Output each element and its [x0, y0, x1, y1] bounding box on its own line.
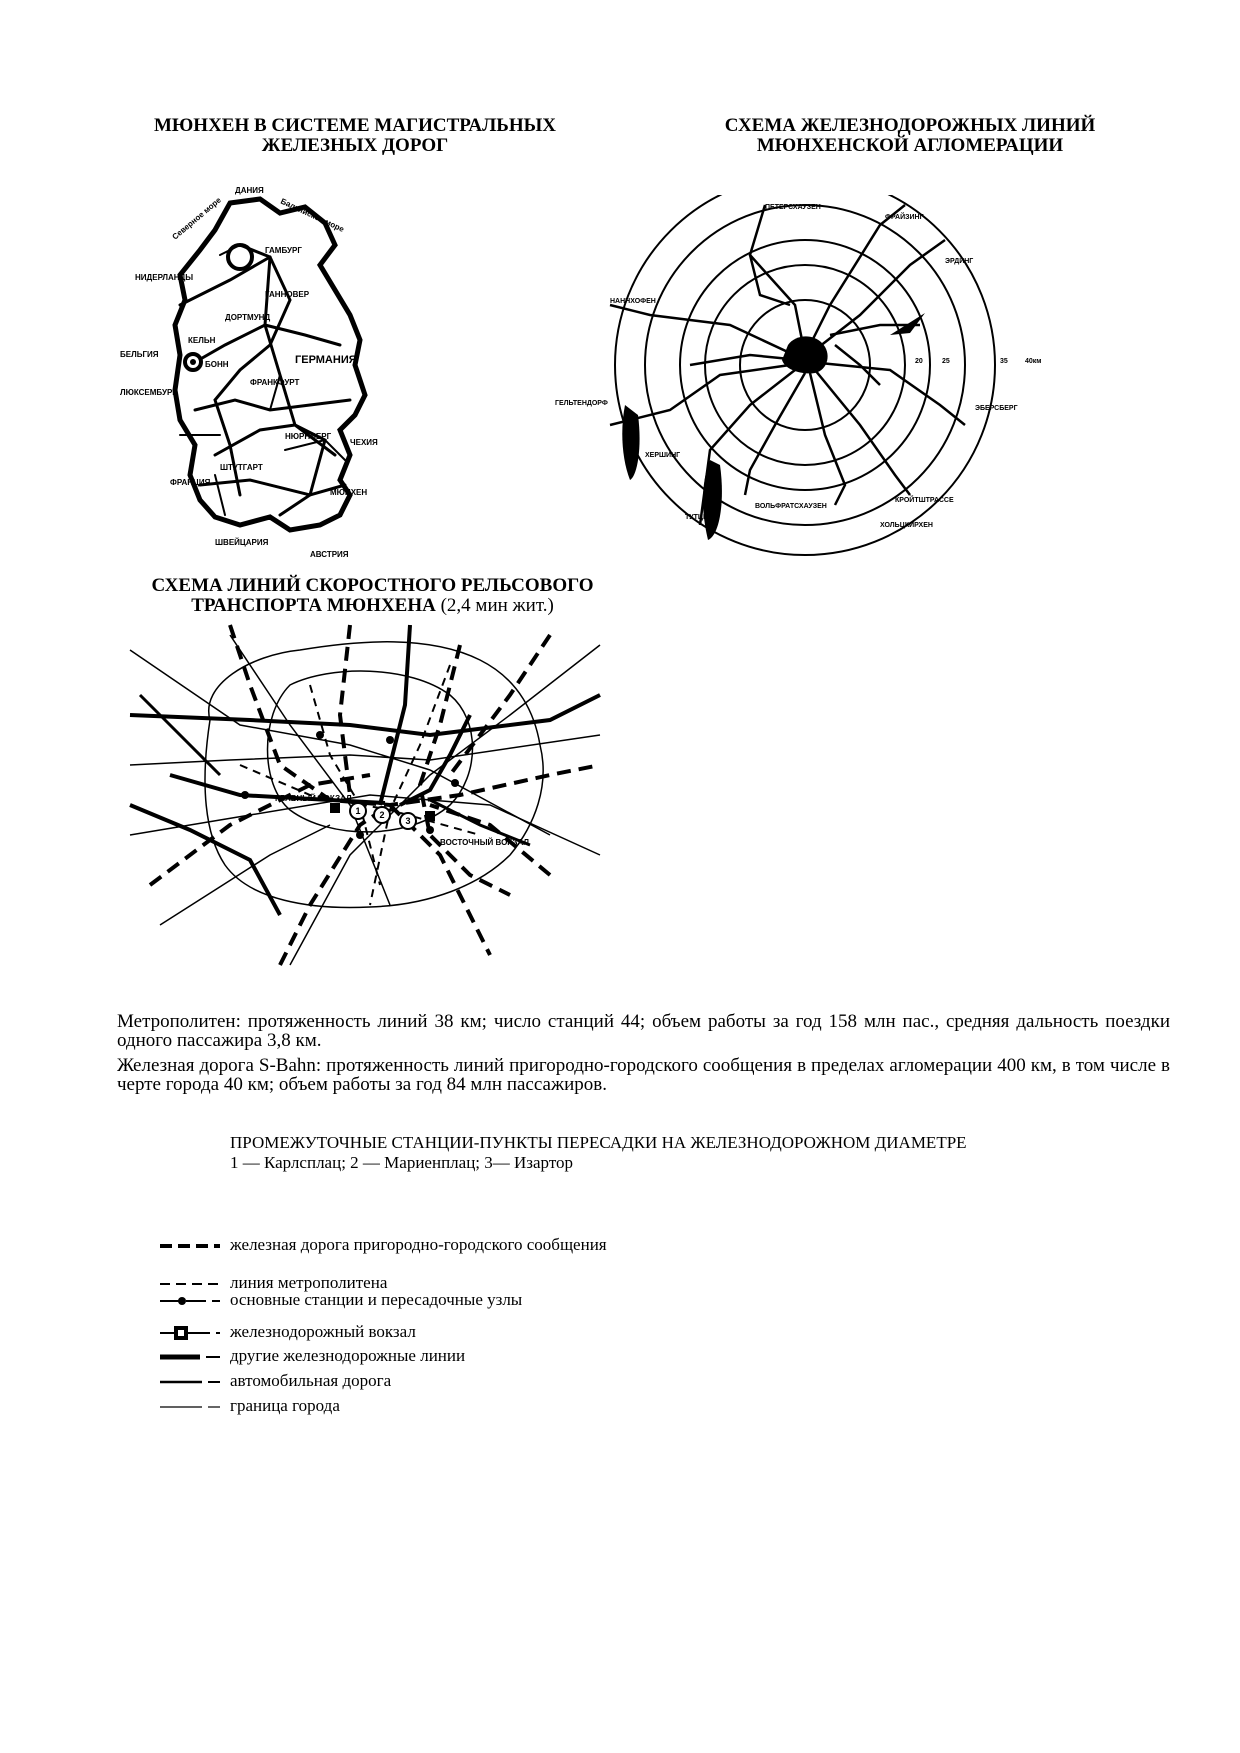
legend-item-sbahn: [160, 1236, 720, 1254]
label-hannover: ГАННОВЕР: [265, 290, 310, 299]
transfer-stations-list: 1 — Карлсплац; 2 — Мариенплац; 3— Изартор: [230, 1153, 574, 1172]
legend-label-railway-station: железнодорожный вокзал: [230, 1322, 416, 1341]
label-bonn: БОНН: [205, 360, 229, 369]
legend-label-stations: основные станции и пересадочные узлы: [230, 1290, 523, 1309]
main-station-marker: [330, 803, 340, 813]
label-stuttgart: ШТУТГАРТ: [220, 463, 263, 472]
label-kreuzstrasse: КРОЙТШТРАССЕ: [895, 497, 954, 504]
label-czechia: ЧЕХИЯ: [350, 438, 378, 447]
label-geltendorf: ГЕЛЬТЕНДОРФ: [555, 400, 608, 407]
title-rapid-line1: СХЕМА ЛИНИЙ СКОРОСТНОГО РЕЛЬСОВОГО: [151, 575, 594, 596]
label-nurnberg: НЮРНБЕРГ: [285, 432, 332, 441]
legend-item-stations: [160, 1291, 720, 1309]
legend-label-city-border: граница города: [230, 1396, 340, 1415]
label-koln: КЕЛЬН: [188, 336, 216, 345]
label-france: ФРАНЦИЯ: [170, 478, 211, 487]
label-munchen: МЮНХЕН: [330, 488, 368, 497]
station-3: 3: [405, 816, 411, 826]
description: [117, 1012, 1170, 1100]
legend-symbol-city-border: [160, 1397, 220, 1415]
legend-item-road: [160, 1372, 720, 1390]
label-austria: АВСТРИЯ: [310, 550, 349, 559]
transfer-stations: [230, 1133, 967, 1173]
title-rapid-line2-bold: ТРАНСПОРТА МЮНХЕНА: [191, 595, 436, 616]
label-wolfratshausen: ВОЛЬФРАТСХАУЗЕН: [755, 503, 827, 510]
paragraph-sbahn: Железная дорога S-Bahn: протяженность линий пригородно-городского сообщения в пределах агломерации 400 км, в том числе в черте города 40 км; объем работы за год 84 млн пассажиров.: [117, 1055, 1170, 1095]
legend-label-road: автомобильная дорога: [230, 1371, 392, 1390]
label-dortmund: ДОРТМУНД: [225, 313, 271, 322]
label-holzkirchen: ХОЛЬЦКИРХЕН: [880, 522, 933, 529]
map-rapid-transit: [130, 625, 610, 970]
label-petershausen: ПЕТЕРСХАУЗЕН: [765, 204, 821, 211]
label-nannhofen: НАННХОФЕН: [610, 298, 656, 305]
title-agglomeration-line2: МЮНХЕНСКОЙ АГЛОМЕРАЦИИ: [756, 135, 1064, 156]
title-rail-system: [110, 116, 600, 156]
label-tutzing: ТУТЦИНГ: [685, 514, 718, 521]
title-agglomeration-line1: СХЕМА ЖЕЛЕЗНОДОРОЖНЫХ ЛИНИЙ: [724, 115, 1096, 136]
legend-symbol-railway-station: [160, 1323, 220, 1341]
label-germany: ГЕРМАНИЯ: [295, 354, 357, 366]
label-hamburg: ГАМБУРГ: [265, 246, 302, 255]
ring-label-35: 35: [1000, 358, 1008, 365]
label-switzerland: ШВЕЙЦАРИЯ: [215, 538, 269, 547]
map-germany-rail: [120, 186, 420, 570]
label-luxembourg: ЛЮКСЕМБУРГ: [120, 388, 177, 397]
legend-item-city-border: [160, 1397, 720, 1415]
legend-symbol-sbahn: [160, 1236, 220, 1254]
label-baltic: Балтийское море: [279, 196, 346, 234]
legend-item-railway-station: [160, 1323, 720, 1341]
ring-label-40: 40км: [1025, 358, 1042, 365]
ring-label-25: 25: [942, 358, 950, 365]
legend-symbol-other-rail: [160, 1347, 220, 1365]
legend-label-sbahn: железная дорога пригородно-городского сообщения: [230, 1235, 607, 1254]
legend-label-other-rail: другие железнодорожные линии: [230, 1346, 466, 1365]
label-frankfurt: ФРАНКФУРТ: [250, 378, 300, 387]
label-main-station: ГЛАВНЫЙ ВОКЗАЛ: [275, 794, 352, 803]
label-east-station: ВОСТОЧНЫЙ ВОКЗАЛ: [440, 838, 529, 847]
station-2: 2: [379, 810, 385, 820]
label-denmark: ДАНИЯ: [235, 186, 264, 195]
legend-symbol-stations: [160, 1291, 220, 1309]
transfer-stations-heading: ПРОМЕЖУТОЧНЫЕ СТАНЦИИ-ПУНКТЫ ПЕРЕСАДКИ НА ЖЕЛЕЗНОДОРОЖНОМ ДИАМЕТРЕ: [230, 1133, 967, 1152]
map-agglomeration: [550, 195, 1070, 560]
legend-item-other-rail: [160, 1347, 720, 1365]
label-belgium: БЕЛЬГИЯ: [120, 350, 159, 359]
label-netherlands: НИДЕРЛАНДЫ: [135, 273, 194, 282]
lake-ammersee: [622, 405, 639, 480]
label-ebersberg: ЭБЕРСБЕРГ: [975, 405, 1018, 412]
paragraph-metro: Метрополитен: протяженность линий 38 км; число станций 44; объем работы за год 158 млн пас., средняя дальность поездки одного пассажира 3,8 км.: [117, 1011, 1170, 1051]
title-rapid-line2-normal: (2,4 мин жит.): [435, 595, 554, 616]
title-rail-system-line1: МЮНХЕН В СИСТЕМЕ МАГИСТРАЛЬНЫХ: [153, 115, 557, 136]
label-erding: ЭРДИНГ: [945, 258, 974, 265]
legend-symbol-road: [160, 1372, 220, 1390]
title-rail-system-line2: ЖЕЛЕЗНЫХ ДОРОГ: [261, 135, 449, 156]
label-north-sea: Северное море: [170, 195, 223, 242]
title-rapid-transit: [110, 576, 635, 616]
legend-symbol-metro: [160, 1274, 220, 1292]
title-agglomeration: [670, 116, 1150, 156]
label-freising: ФРАЙЗИНГ: [885, 214, 924, 221]
ring-label-20: 20: [915, 358, 923, 365]
legend-label-metro: линия метрополитена: [230, 1273, 388, 1292]
title-rapid-line2: [110, 596, 635, 616]
station-1: 1: [355, 806, 361, 816]
east-station-marker: [425, 811, 435, 821]
label-herrsching: ХЕРШИНГ: [645, 452, 681, 459]
